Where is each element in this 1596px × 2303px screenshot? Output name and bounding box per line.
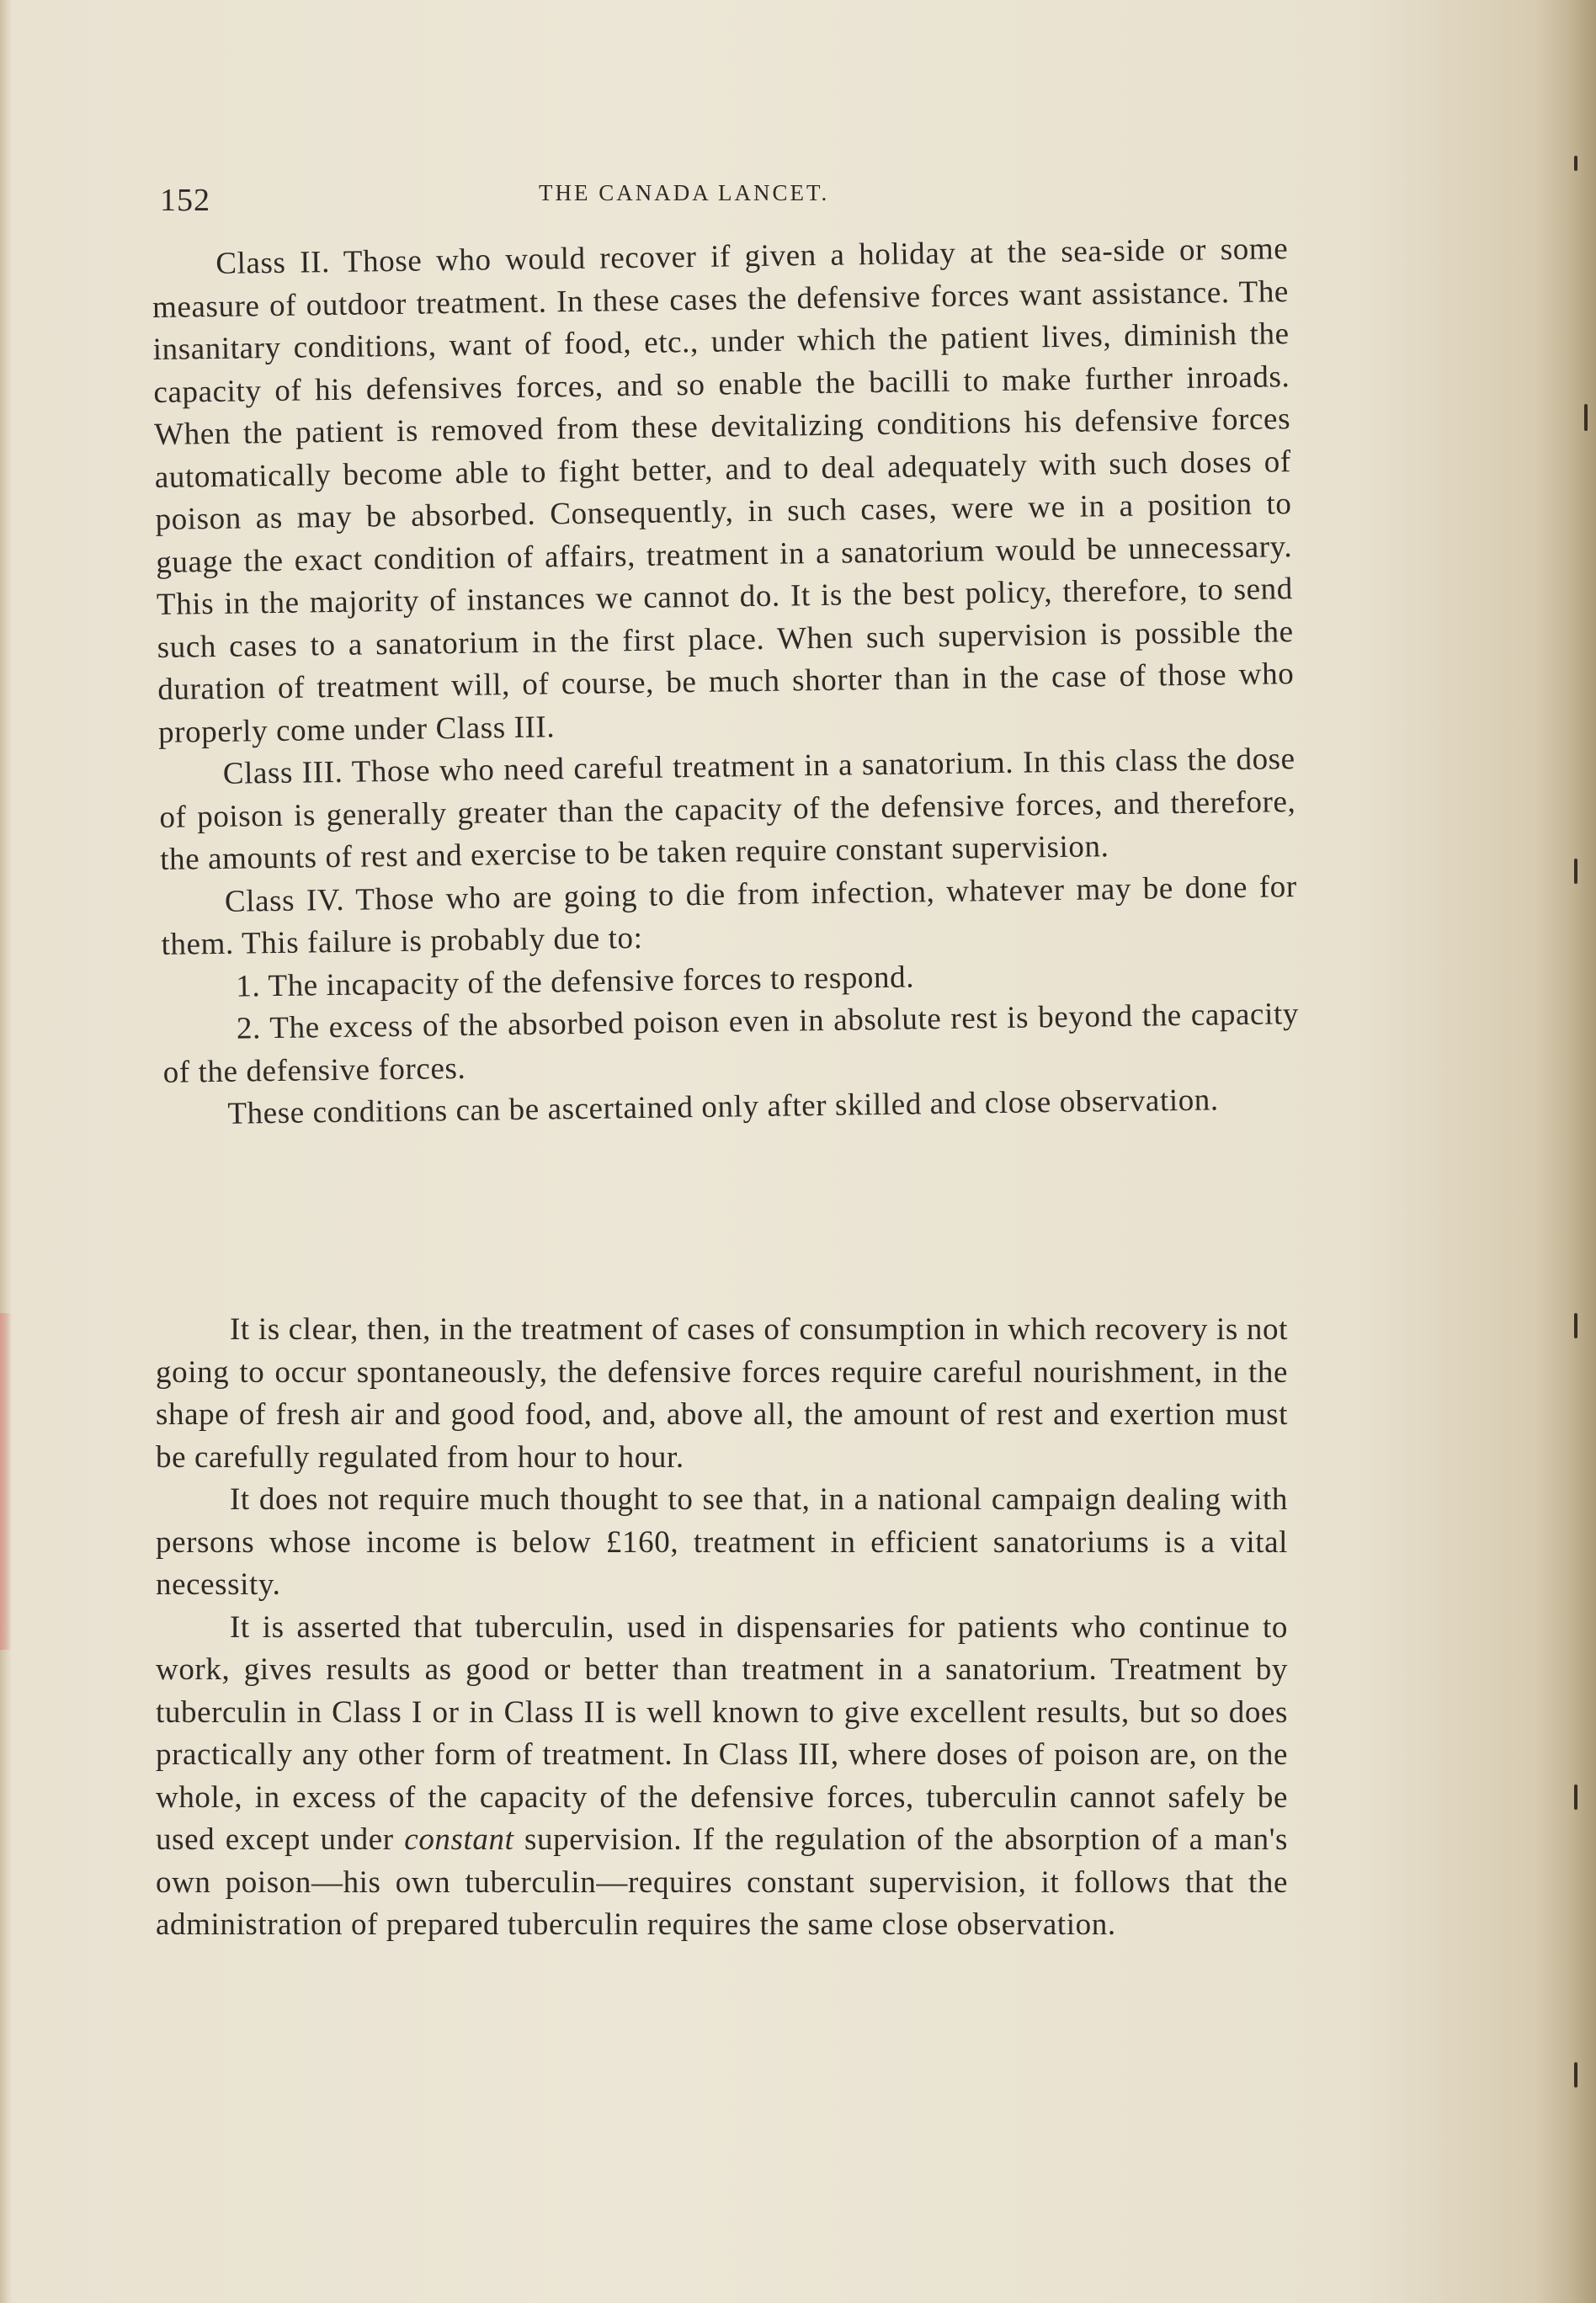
list-item: 1. The incapacity of the defensive forces to respond.	[236, 959, 915, 1004]
emphasized-text: constant	[404, 1822, 514, 1857]
page-edge-mark	[1574, 1313, 1577, 1338]
page-number: 152	[160, 183, 210, 218]
paragraph: It does not require much thought to see that, in a national campaign dealing with persons whose income is below £160, treatment in efficient sanatoriums is a vital necessity.	[156, 1482, 1288, 1602]
paragraph: Class IV. Those who are going to die from infection, whatever may be done for them. This failure is probably due to:	[161, 869, 1298, 962]
paragraph: Class II. Those who would recover if given a holiday at the sea-side or some measure of outdoor treatment. In these cases the defensive forces want assistance. The insanitary conditions, want of food, etc., under which the patient lives, diminish the capacity of his defensives forces, and so enable the bacilli to make further inroads. When the patient is removed from these devitalizing conditions his defensive forces automatically become able to fight better, and to deal adequately with such doses of poison as may be absorbed. Consequently, in such cases, were we in a position to guage the exact condition of affairs, treatment in a sanatorium would be unnecessary. This in the majority of instances we cannot do. It is the best policy, therefore, to send such cases to a sanatorium in the first place. When such supervision is possible the duration of treatment will, of course, be much shorter than in the case of those who properly come under Class III.	[152, 231, 1295, 750]
running-head: THE CANADA LANCET.	[539, 180, 830, 205]
body-text-upper	[152, 228, 1301, 1136]
paragraph-final	[156, 1607, 1288, 1947]
page-edge-mark	[1584, 404, 1588, 431]
page-edge-mark	[1574, 2062, 1577, 2088]
page-edge-right	[1537, 0, 1596, 2303]
list-item: 2. The excess of the absorbed poison even in absolute rest is beyond the capacity of the defensive forces.	[162, 997, 1300, 1090]
page-edge-mark	[1574, 1784, 1577, 1810]
paragraph: Class III. Those who need careful treatment in a sanatorium. In this class the dose of poison is generally greater than the capacity of the defensive forces, and therefore, the amounts of rest and exercise to be taken require constant supervision.	[159, 742, 1296, 877]
page-edge-left	[0, 1313, 12, 1650]
body-text-lower	[156, 1309, 1288, 1947]
paragraph: These conditions can be ascertained only after skilled and close observation.	[227, 1082, 1220, 1131]
text-run: supervision. If the regulation of the absorption of a man's own poison—his own tuberculin—requires constant supervision, it follows that the administration of prepared tuberculin requires the same close observation.	[156, 1822, 1289, 1942]
paragraph: It is clear, then, in the treatment of cases of consumption in which recovery is not going to occur spontaneously, the defensive forces require careful nourishment, in the shape of fresh air and good food, and, above all, the amount of rest and exertion must be carefully regulated from hour to hour.	[156, 1312, 1288, 1475]
page-header	[160, 177, 1288, 227]
page-edge-mark	[1574, 859, 1577, 884]
text-run: It is asserted that tuberculin, used in dispensaries for patients who continue to work, gives results as good or better than treatment in a sanatorium. Treatment by tuberculin in Class I or in Class II is well known to give excellent results, but so does practically any other form of treatment. In Class III, where doses of poison are, on the whole, in excess of the capacity of the defensive forces, tuberculin cannot safely be used except under	[156, 1609, 1288, 1857]
page-edge-mark	[1574, 156, 1577, 171]
